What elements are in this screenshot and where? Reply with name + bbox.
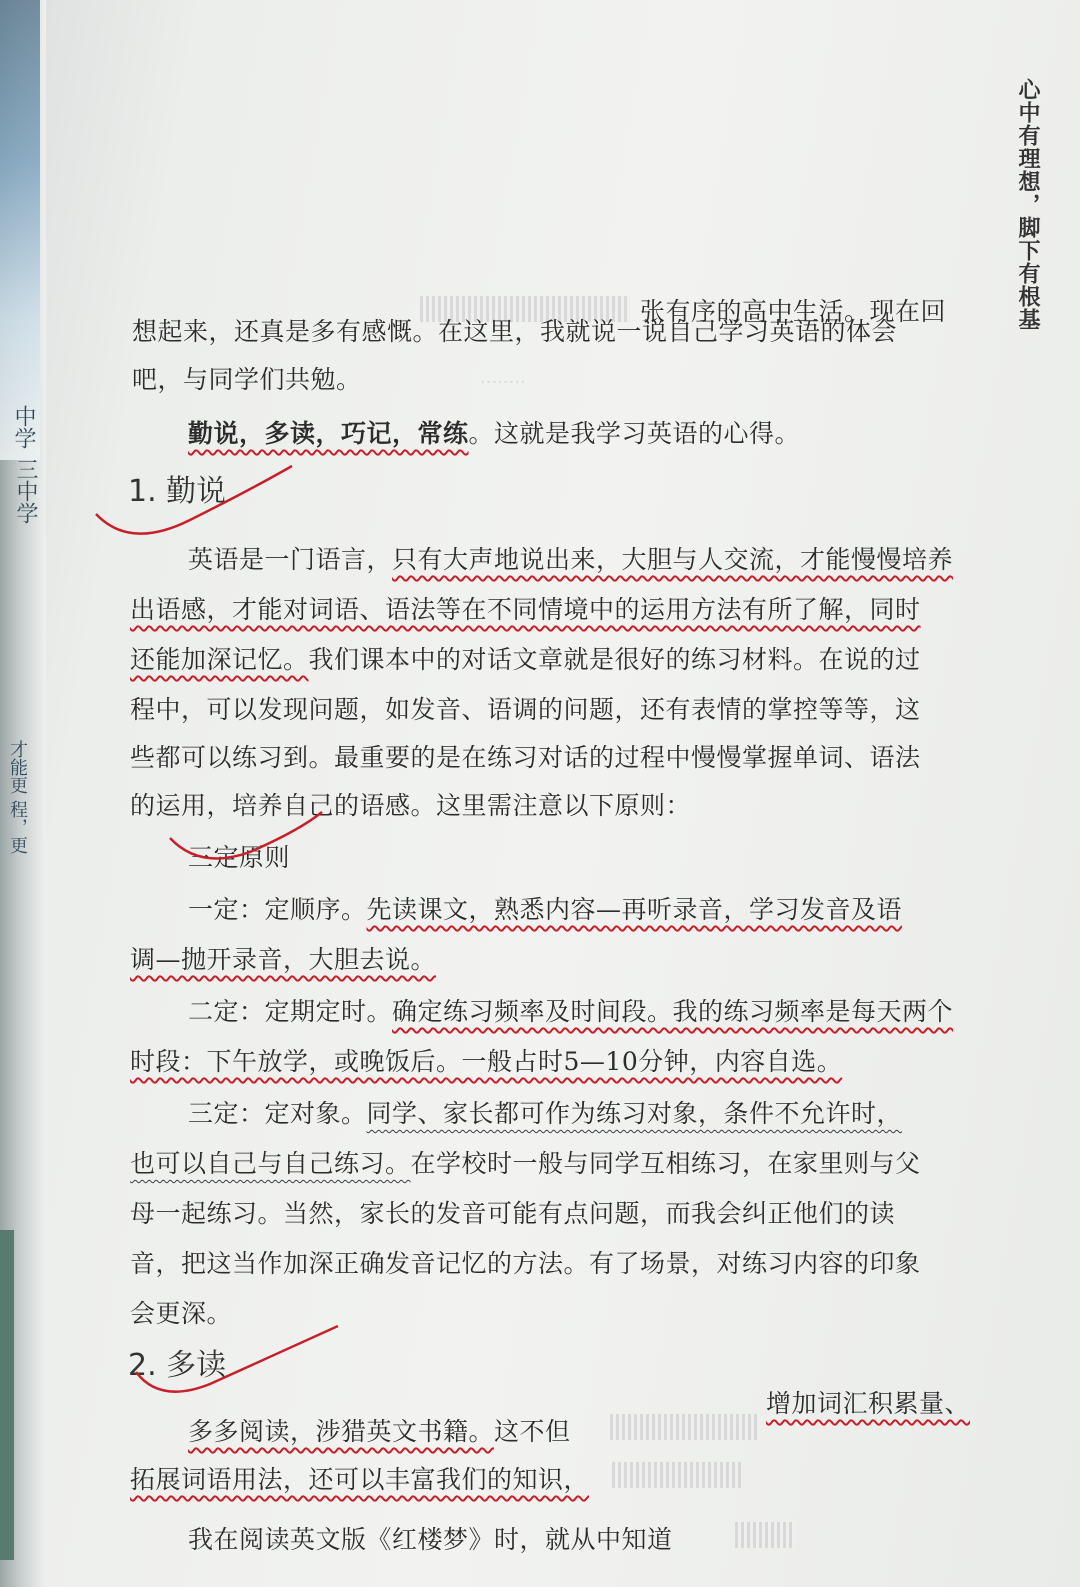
- paragraph-line: 拓展词语用法，还可以丰富我们的知识，: [130, 1465, 590, 1494]
- paragraph-line: [188, 540, 953, 576]
- edge-label: 程，更: [7, 800, 28, 854]
- underlined-text: 先读课文，熟悉内容—再听录音，学习发音及语: [366, 895, 903, 924]
- paragraph-line: 的运用，培养自己的语感。这里需注意以下原则：: [130, 791, 692, 820]
- underlined-text: 多多阅读，涉猎英文书籍。: [188, 1417, 495, 1446]
- edge-label: 中学: [11, 405, 36, 449]
- previous-page-edge: [0, 0, 46, 1587]
- underlined-text: 也可以自己与自己练习。: [130, 1149, 411, 1178]
- paragraph-line: 程中，可以发现问题，如发音、语调的问题，还有表情的掌控等等，这: [130, 695, 921, 724]
- intro-text: 张有序的高中生活。现在回: [640, 297, 947, 326]
- edge-label: 三中学: [13, 458, 38, 524]
- motto-line: [188, 414, 800, 450]
- rule-label: 一定：定顺序。: [188, 895, 367, 924]
- redacted-area: [612, 1462, 742, 1488]
- edge-label: 才能更: [7, 740, 28, 794]
- motto-rest: 。这就是我学习英语的心得。: [468, 419, 801, 448]
- underlined-text: 还能加深记忆。: [130, 645, 309, 674]
- paragraph-fragment: 增加词汇积累量、: [766, 1389, 971, 1418]
- subheading: 三定原则: [188, 843, 291, 872]
- paragraph-line: 我在阅读英文版《红楼梦》时，就从中知道: [188, 1525, 673, 1554]
- underlined-text: 只有大声地说出来，大胆与人交流，才能慢慢培养: [392, 545, 954, 574]
- rule-3: [188, 1094, 902, 1130]
- photo-fragment: [0, 0, 40, 460]
- color-bar: [0, 1230, 14, 1560]
- redacted-area: [610, 1414, 760, 1440]
- paragraph-line: [130, 640, 921, 676]
- intro-line-2: 想起来，还真是多有感慨。在这里，我就说一说自己学习英语的体会: [132, 317, 898, 346]
- rule-2-cont: 时段：下午放学，或晚饭后。一般占时5—10分钟，内容自选。: [130, 1047, 843, 1076]
- running-head: 心中有理想，脚下有根基: [1015, 78, 1040, 331]
- text: 这不但: [494, 1417, 571, 1446]
- section-heading-1: 1. 勤说: [128, 474, 227, 509]
- rule-2: [188, 992, 953, 1028]
- paragraph-line: 些都可以练习到。最重要的是在练习对话的过程中慢慢掌握单词、语法: [130, 743, 921, 772]
- motto-bold: 勤说，多读，巧记，常练: [188, 419, 469, 448]
- text: 英语是一门语言，: [188, 545, 393, 574]
- rule-3-cont: [130, 1144, 921, 1180]
- rule-label: 三定：定对象。: [188, 1099, 367, 1128]
- intro-line-3: 吧，与同学们共勉。: [132, 365, 362, 394]
- text: 我们课本中的对话文章就是很好的练习材料。在说的过: [308, 645, 921, 674]
- rule-1: [188, 890, 902, 926]
- rule-1-cont: 调—抛开录音，大胆去说。: [130, 945, 437, 974]
- paragraph-line: 出语感，才能对词语、语法等在不同情境中的运用方法有所了解，同时: [130, 595, 921, 624]
- rule-3-cont: 母一起练习。当然，家长的发音可能有点问题，而我会纠正他们的读: [130, 1199, 896, 1228]
- section-heading-2: 2. 多读: [128, 1348, 227, 1383]
- underlined-text: 确定练习频率及时间段。我的练习频率是每天两个: [392, 997, 954, 1026]
- show-through-text: ········: [480, 372, 526, 393]
- rule-label: 二定：定期定时。: [188, 997, 393, 1026]
- redacted-area: [735, 1522, 795, 1548]
- paragraph-line: [188, 1412, 571, 1448]
- rule-3-cont: 会更深。: [130, 1299, 233, 1328]
- underlined-text: 同学、家长都可作为练习对象，条件不允许时，: [366, 1099, 903, 1128]
- rule-3-cont: 音，把这当作加深正确发音记忆的方法。有了场景，对练习内容的印象: [130, 1249, 921, 1278]
- text: 在学校时一般与同学互相练习，在家里则与父: [410, 1149, 921, 1178]
